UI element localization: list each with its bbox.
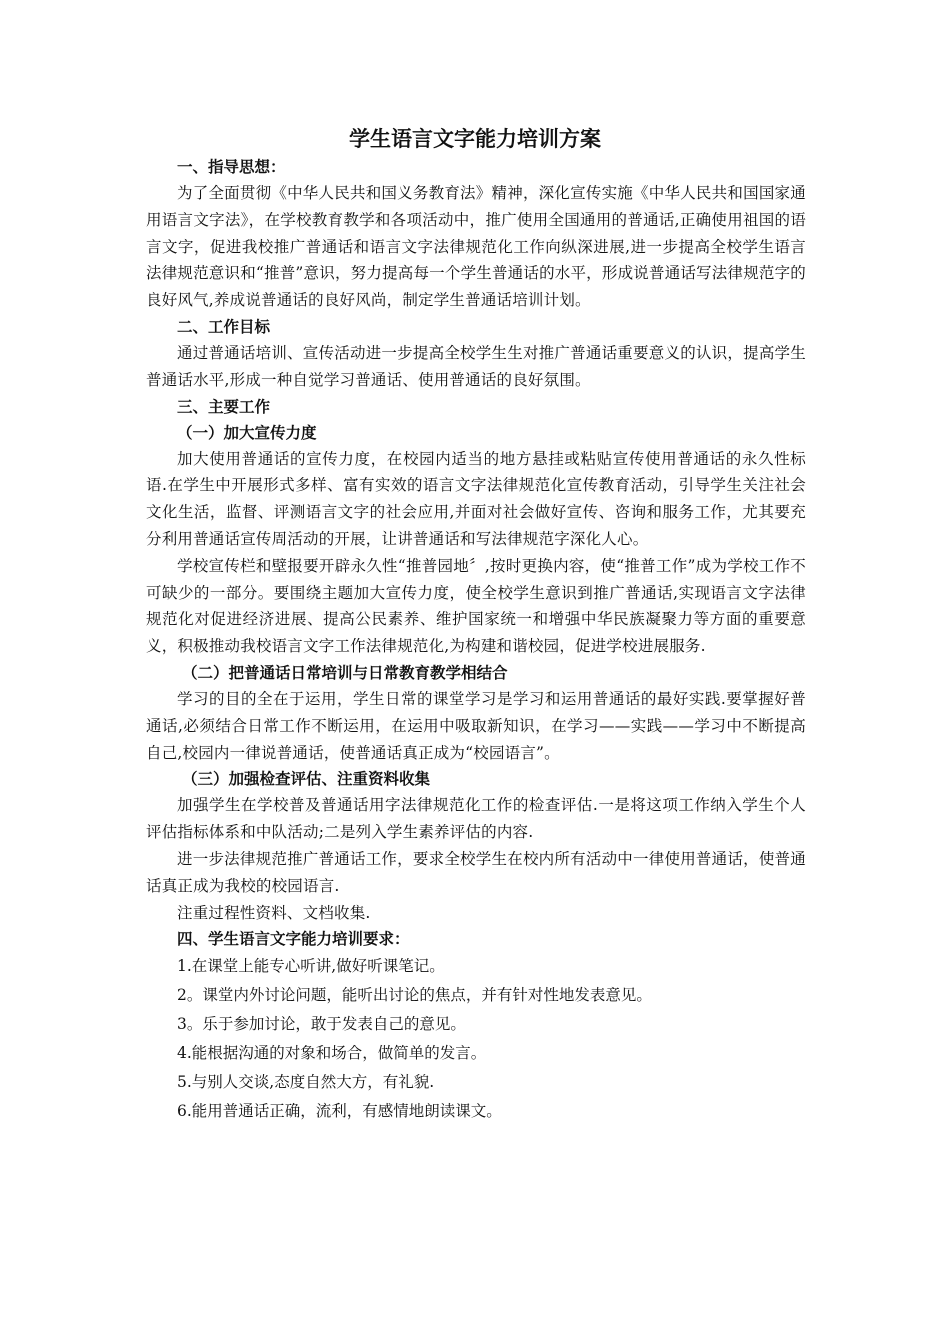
paragraph-guiding-ideology: 为了全面贯彻《中华人民共和国义务教育法》精神，深化宣传实施《中华人民共和国国家通用语言文字法》，在学校教育教学和各项活动中，推广使用全国通用的普通话,正确使用祖国的语言文字，促进我校推广普通话和语言文字法律规范化工作向纵深进展,进一步提高全校学生语言法律规范意识和“推普”意识，努力提高每一个学生普通话的水平，形成说普通话写法律规范字的良好风气,养成说普通话的良好风尚，制定学生普通话培训计划。	[146, 184, 806, 310]
section-heading-work-goals: 二、工作目标	[177, 317, 271, 336]
section-heading-guiding-ideology: 一、指导思想：	[177, 158, 286, 176]
list-item: 4.能根据沟通的对象和场合，做简单的发言。	[177, 1044, 487, 1063]
list-item: 2。课堂内外讨论问题，能听出讨论的焦点，并有针对性地发表意见。	[177, 986, 652, 1005]
section-heading-main-work: 三、主要工作	[177, 397, 271, 416]
paragraph-inspection-2: 进一步法律规范推广普通话工作，要求全校学生在校内所有活动中一律使用普通话，使普通话真正成为我校的校园语言.	[146, 849, 806, 895]
section-heading-training-requirements: 四、学生语言文字能力培训要求：	[177, 930, 410, 949]
subsection-heading-daily-training: （二）把普通话日常培训与日常教育教学相结合	[182, 663, 508, 682]
paragraph-publicity-1: 加大使用普通话的宣传力度，在校园内适当的地方悬挂或粘贴宣传使用普通话的永久性标语.在学生中开展形式多样、富有实效的语言文字法律规范化宣传教育活动，引导学生关注社会文化生活，监督、评测语言文字的社会应用,并面对社会做好宣传、咨询和服务工作，尤其要充分利用普通话宣传周活动的开展，让讲普通话和写法律规范字深化人心。	[146, 449, 806, 548]
paragraph-work-goals: 通过普通话培训、宣传活动进一步提高全校学生生对推广普通话重要意义的认识，提高学生普通话水平,形成一种自觉学习普通话、使用普通话的良好氛围。	[146, 343, 806, 389]
paragraph-daily-training: 学习的目的全在于运用，学生日常的课堂学习是学习和运用普通话的最好实践.要掌握好普通话,必须结合日常工作不断运用，在运用中吸取新知识，在学习——实践——学习中不断提高自己,校园内一律说普通话，使普通话真正成为“校园语言”。	[146, 689, 806, 762]
subsection-heading-publicity: （一）加大宣传力度	[177, 423, 317, 442]
paragraph-inspection-1: 加强学生在学校普及普通话用字法律规范化工作的检查评估.一是将这项工作纳入学生个人评估指标体系和中队活动;二是列入学生素养评估的内容.	[146, 796, 806, 842]
list-item: 6.能用普通话正确，流利，有感情地朗读课文。	[177, 1102, 502, 1121]
list-item: 1.在课堂上能专心听讲,做好听课笔记。	[177, 957, 445, 976]
document-title: 学生语言文字能力培训方案	[349, 127, 601, 151]
paragraph-publicity-2: 学校宣传栏和壁报要开辟永久性“推普园地〞,按时更换内容，使“推普工作”成为学校工作不可缺少的一部分。要围绕主题加大宣传力度，使全校学生意识到推广普通话,实现语言文字法律规范化对促进经济进展、提高公民素养、维护国家统一和增强中华民族凝聚力等方面的重要意义，积极推动我校语言文字工作法律规范化,为构建和谐校园，促进学校进展服务.	[146, 556, 806, 656]
list-item: 5.与别人交谈,态度自然大方，有礼貌.	[177, 1073, 435, 1092]
subsection-heading-inspection: （三）加强检查评估、注重资料收集	[182, 770, 431, 789]
paragraph-inspection-3: 注重过程性资料、文档收集.	[177, 903, 371, 922]
list-item: 3。乐于参加讨论，敢于发表自己的意见。	[177, 1015, 466, 1034]
document-body	[146, 154, 806, 1126]
